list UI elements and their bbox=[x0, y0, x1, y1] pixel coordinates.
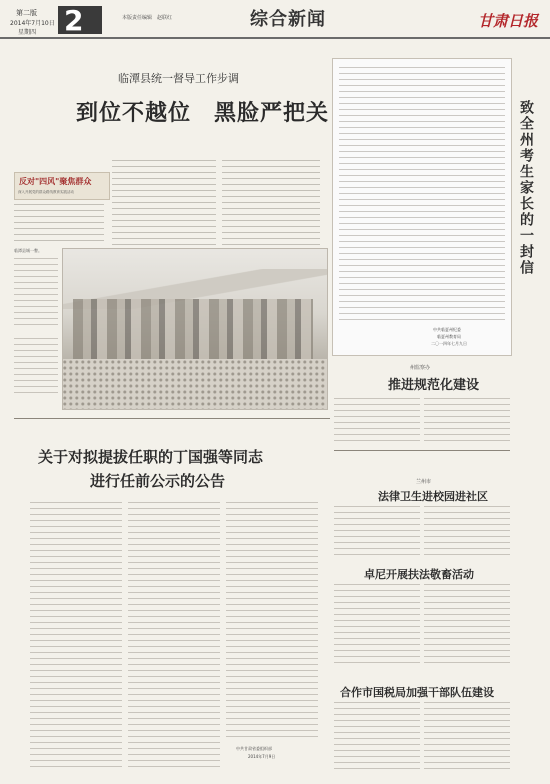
photo-plaza bbox=[63, 359, 327, 409]
page-number: 2 bbox=[64, 4, 84, 37]
edition-label: 第二版 bbox=[16, 9, 37, 17]
mid-text-2 bbox=[424, 398, 510, 442]
page-number-box bbox=[58, 4, 102, 37]
right-text-3b bbox=[424, 702, 510, 772]
story-headline: 到位不越位 黑脸严把关 bbox=[76, 100, 330, 126]
date-label: 2014年7月10日 bbox=[10, 20, 55, 27]
story-column-1 bbox=[14, 204, 104, 242]
section-title: 综合新闻 bbox=[250, 9, 326, 30]
right-headline-3: 合作市国税局加强干部队伍建设 bbox=[340, 686, 494, 699]
right-headline-2: 卓尼开展扶法敬畜活动 bbox=[364, 568, 474, 581]
section-divider bbox=[14, 418, 330, 419]
right-text-1a bbox=[334, 506, 420, 558]
campaign-badge-title: 反对"四风"聚焦群众 bbox=[19, 177, 92, 186]
story-column-3 bbox=[222, 160, 320, 246]
right-kicker: 兰州市 bbox=[416, 479, 432, 485]
mid-text-1 bbox=[334, 398, 420, 442]
story-kicker: 临潭县统一督导工作步调 bbox=[118, 72, 239, 85]
right-text-1b bbox=[424, 506, 510, 558]
notice-headline-line1: 关于对拟提拔任职的丁国强等同志 bbox=[38, 448, 264, 466]
letter-box bbox=[332, 58, 512, 356]
right-divider bbox=[334, 450, 510, 451]
masthead-rule bbox=[0, 37, 550, 39]
notice-col-3 bbox=[226, 502, 318, 738]
notice-col-2 bbox=[128, 502, 220, 770]
mid-headline: 推进规范化建设 bbox=[388, 378, 480, 393]
photo-caption: 临潭县城一瞥。 bbox=[14, 248, 42, 253]
left-column-text bbox=[14, 338, 58, 398]
right-headline-1: 法律卫生进校园进社区 bbox=[378, 490, 488, 503]
notice-col-1 bbox=[30, 502, 122, 770]
campaign-badge-subtitle: 深入开展党的群众路线教育实践活动 bbox=[18, 190, 74, 194]
notice-footer-org: 中共甘肃省委组织部 bbox=[236, 746, 272, 751]
editor-line: 本版责任编辑 赵联红 bbox=[122, 15, 173, 21]
photo-caption-block bbox=[14, 258, 58, 328]
right-text-3a bbox=[334, 702, 420, 772]
weekday-label: 星期四 bbox=[18, 29, 37, 36]
paper-logo: 甘肃日报 bbox=[478, 12, 539, 30]
notice-headline-line2: 进行任前公示的公告 bbox=[90, 472, 226, 490]
campaign-badge bbox=[14, 172, 110, 200]
letter-signature-org: 中共临夏州纪委 bbox=[433, 327, 461, 332]
letter-text bbox=[339, 67, 505, 323]
letter-signature-org2: 临夏州教育局 bbox=[437, 334, 461, 339]
town-photo bbox=[62, 248, 328, 410]
photo-buildings bbox=[73, 299, 313, 359]
letter-vertical-title: 致全州考生家长的一封信 bbox=[518, 100, 534, 276]
right-text-2a bbox=[334, 584, 420, 668]
notice-footer-date: 2014年7月9日 bbox=[248, 754, 276, 759]
mid-kicker: 州监察办 bbox=[410, 365, 431, 371]
story-column-2 bbox=[112, 160, 216, 246]
right-text-2b bbox=[424, 584, 510, 668]
letter-signature-date: 二〇一四年七月九日 bbox=[431, 341, 467, 346]
